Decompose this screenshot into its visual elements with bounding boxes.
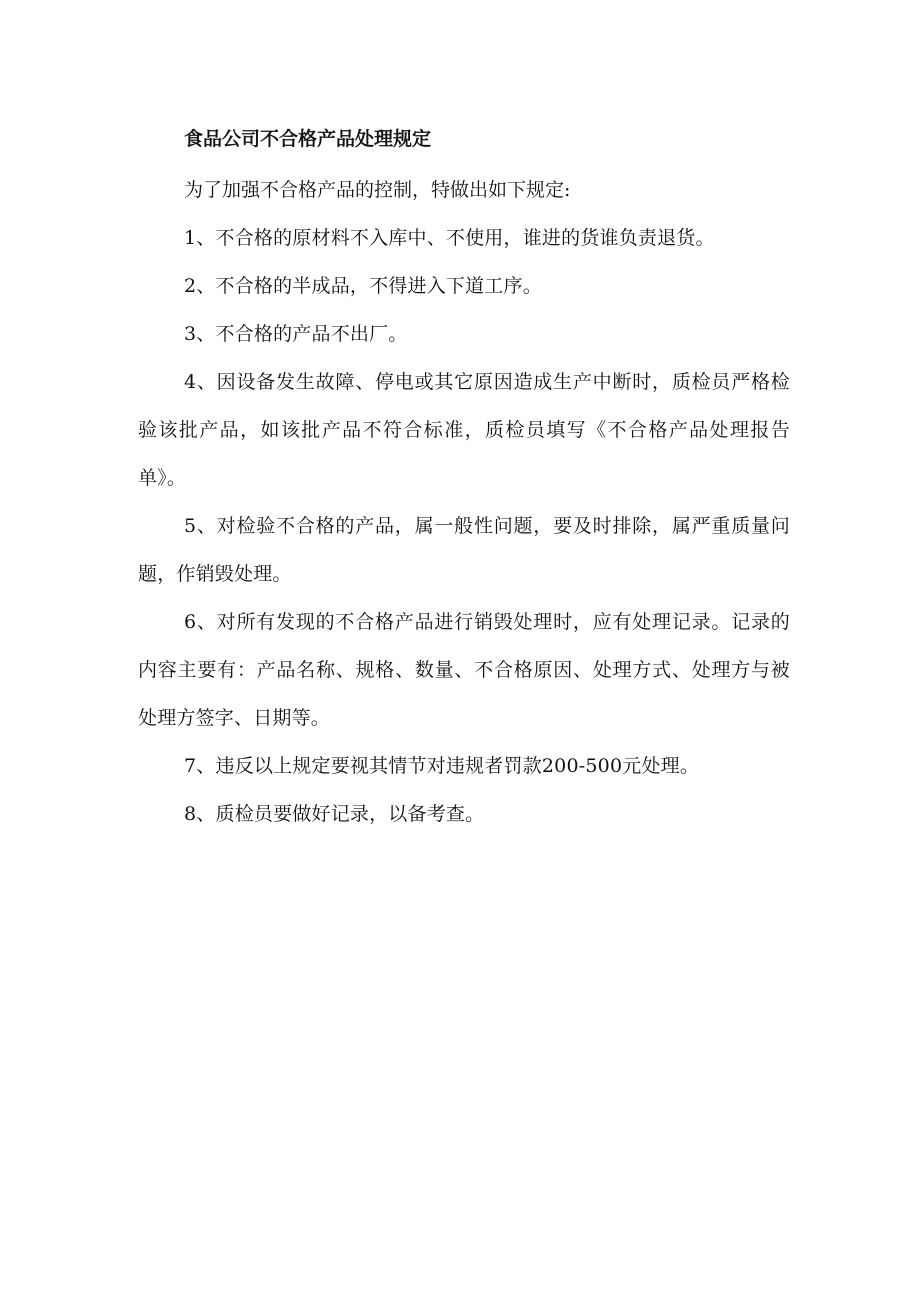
rule-item-2: 2、不合格的半成品，不得进入下道工序。 <box>184 275 542 297</box>
intro-paragraph: 为了加强不合格产品的控制，特做出如下规定: <box>184 179 571 201</box>
rule-item-4: 4、因设备发生故障、停电或其它原因造成生产中断时，质检员严格检验该批产品，如该批产品不符合标准，质检员填写《不合格产品处理报告单》。 <box>138 371 790 489</box>
rule-item-1: 1、不合格的原材料不入库中、不使用，谁进的货谁负责退货。 <box>184 227 715 249</box>
rule-item-7: 7、违反以上规定要视其情节对违规者罚款200-500元处理。 <box>184 755 700 777</box>
document-body <box>138 118 790 838</box>
rule-item-8: 8、质检员要做好记录，以备考查。 <box>184 803 485 825</box>
document-title: 食品公司不合格产品处理规定 <box>184 128 432 150</box>
rule-item-5: 5、对检验不合格的产品，属一般性问题，要及时排除，属严重质量问题，作销毁处理。 <box>138 515 790 585</box>
rule-item-3: 3、不合格的产品不出厂。 <box>184 323 408 345</box>
rule-item-6: 6、对所有发现的不合格产品进行销毁处理时，应有处理记录。记录的内容主要有：产品名称、规格、数量、不合格原因、处理方式、处理方与被处理方签字、日期等。 <box>138 611 790 729</box>
